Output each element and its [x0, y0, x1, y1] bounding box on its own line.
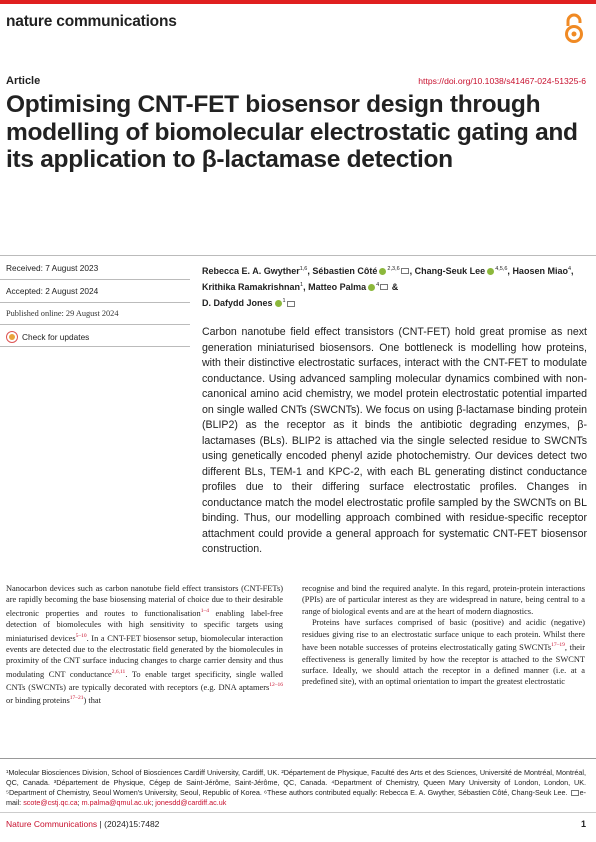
reference-link[interactable]: 17–21 — [69, 695, 84, 702]
article-type: Article — [6, 75, 41, 87]
check-for-updates-button[interactable] — [6, 331, 89, 343]
email-icon — [571, 790, 579, 796]
journal-name[interactable]: nature communications — [6, 13, 177, 30]
orcid-icon[interactable] — [275, 300, 282, 307]
orcid-icon[interactable] — [379, 268, 386, 275]
body-column-right — [302, 583, 585, 688]
author-name[interactable]: Chang-Seuk Lee — [414, 266, 486, 276]
reference-link[interactable]: 17–19 — [551, 642, 565, 649]
email-icon[interactable] — [380, 284, 388, 290]
paper-title: Optimising CNT-FET biosensor design through modelling of biomolecular electrostatic gating and its application to β-lactamase detection — [6, 91, 578, 173]
divider — [0, 346, 190, 347]
divider — [0, 255, 596, 256]
email-link[interactable]: jonesdd@cardiff.ac.uk — [155, 798, 227, 807]
received-date: Received: 7 August 2023 — [6, 263, 99, 273]
divider — [0, 324, 190, 325]
footer-divider — [0, 758, 596, 759]
reference-link[interactable]: 12–16 — [269, 682, 283, 689]
body-paragraph: recognise and bind the required analyte. In this regard, protein-protein interactions (PPIs) are of particular interest as they are widespread in nature, being central to a range of biological events and are at the heart of modern diagnostics. — [302, 584, 585, 616]
footer-journal-name[interactable]: Nature Communications — [6, 819, 98, 829]
footer-divider — [0, 812, 596, 813]
email-link[interactable]: scote@cstj.qc.ca — [23, 798, 78, 807]
orcid-icon[interactable] — [368, 284, 375, 291]
author-name[interactable]: Sébastien Côté — [312, 266, 378, 276]
reference-link[interactable]: 1–4 — [200, 607, 209, 614]
author-name[interactable]: D. Dafydd Jones — [202, 298, 273, 309]
check-updates-icon — [6, 331, 18, 343]
author-name[interactable]: Haosen Miao — [512, 266, 568, 276]
check-updates-label: Check for updates — [22, 332, 90, 342]
accepted-date: Accepted: 2 August 2024 — [6, 286, 99, 296]
open-access-icon — [563, 12, 585, 44]
email-icon[interactable] — [287, 301, 295, 307]
doi-link[interactable]: https://doi.org/10.1038/s41467-024-51325-6 — [418, 76, 586, 86]
affiliations: ¹Molecular Biosciences Division, School of Biosciences Cardiff University, Cardiff, UK. ²Département de Physique, Faculté des Arts et des Sciences, Université de Montréal, Montréal, QC, Canada. ³Département de Physique, Cégep de Saint-Jérôme, Saint-Jérôme, QC, Canada. ⁴Department of Chemistry, Queen Mary University of London, London, UK. ⁵Department of Chemistry, Seoul Women's University, Seoul, Republic of Korea. ⁶These authors contributed equally: Rebecca E. A. Gwyther, Sébastien Côté, Chang-Seuk Lee. e-mail: scote@cstj.qc.ca; m.palma@qmul.ac.uk; jonesdd@cardiff.ac.uk — [6, 768, 586, 807]
author-list: Rebecca E. A. Gwyther$^{1,6}$, Sébastien Côté $^{2,3,6}$ , Chang-Seuk Lee $^{4,5,6}$, Haosen Miao$^4$, Krithika Ramakrishnan$^1$, Matteo Palma $^4$ & D. Dafydd Jones $^1$ — [202, 266, 574, 309]
body-paragraph: Nanocarbon devices such as carbon nanotube field effect transistors (CNT-FETs) are rapidly becoming the base biosensing material of choice due to their desirable electronic properties and routes to functionalisation$^{1-4}$ enabling label-free detection of biomolecules with high sensitivity to specific targets using miniaturised devices$^{5-10}$. In a CNT-FET biosensor setup, biomolecular interaction events are detected due to the electrostatic field generated by the biomolecules in proximity of the CNT surface inducing changes to charge carrier density and thus modulating CNT conductance$^{2,6,11}$. To enable target specificity, single walled CNTs (SWCNTs) are typically decorated with receptors (e.g. DNA aptamers$^{12-16}$ or binding proteins$^{17-21}$) that — [6, 584, 283, 706]
email-link[interactable]: m.palma@qmul.ac.uk — [81, 798, 152, 807]
top-accent-bar — [0, 0, 596, 4]
abstract: Carbon nanotube field effect transistors (CNT-FET) hold great promise as next generation miniaturised biosensors. One bottleneck is modelling how proteins, with their distinctive electrostatic surfaces, interact with the CNT-FET to modulate conductance. Using advanced sampling molecular dynamics combined with non-canonical amino acid chemistry, we model protein electrostatic potential imparted on single walled CNTs (SWCNTs). We focus on using β-lactamase binding protein (BLIP2) as the receptor as it binds the antibiotic degrading enzymes, β-lactamases (BLs). BLIP2 is attached via the single selected residue to SWCNTs using genetically encoded phenyl azide photochemistry. Our devices detect two different BLs, TEM-1 and KPC-2, with each BL generating distinct conductance profiles due to their differing surface electrostatic profiles. Changes in conductance match the model electrostatic profile sampled by the SWCNTs on BL binding. Thus, our modelling approach combined with residue-specific receptor attachment could provide a general approach for systematic CNT-FET biosensor construction. — [202, 326, 587, 555]
reference-link[interactable]: 2,6,11 — [111, 668, 126, 675]
page-number: 1 — [580, 819, 586, 829]
author-name[interactable]: Rebecca E. A. Gwyther — [202, 266, 300, 276]
divider — [0, 302, 190, 303]
reference-link[interactable]: 5–10 — [75, 632, 87, 639]
body-column-left — [6, 583, 283, 707]
email-icon[interactable] — [401, 268, 409, 274]
published-date: Published online: 29 August 2024 — [6, 309, 119, 318]
divider — [0, 279, 190, 280]
author-name[interactable]: Matteo Palma — [308, 282, 367, 293]
orcid-icon[interactable] — [487, 268, 494, 275]
author-name[interactable]: Krithika Ramakrishnan — [202, 282, 301, 293]
body-paragraph: Proteins have surfaces comprised of basic (positive) and acidic (negative) residues giving rise to an electrostatic surface unique to each protein. Whilst there have been notable successes of proteins electrostatically gating SWCNTs$^{17-19}$, their effectiveness is generally limited by how the receptor is attached to the SWCNT surface. Ideally, we should attach the receptor in a defined manner (i.e. at a predefined site), with an optimal orientation to impart the greatest electrostatic — [302, 618, 585, 687]
footer-citation: Nature Communications | (2024)15:7482 — [6, 819, 160, 829]
